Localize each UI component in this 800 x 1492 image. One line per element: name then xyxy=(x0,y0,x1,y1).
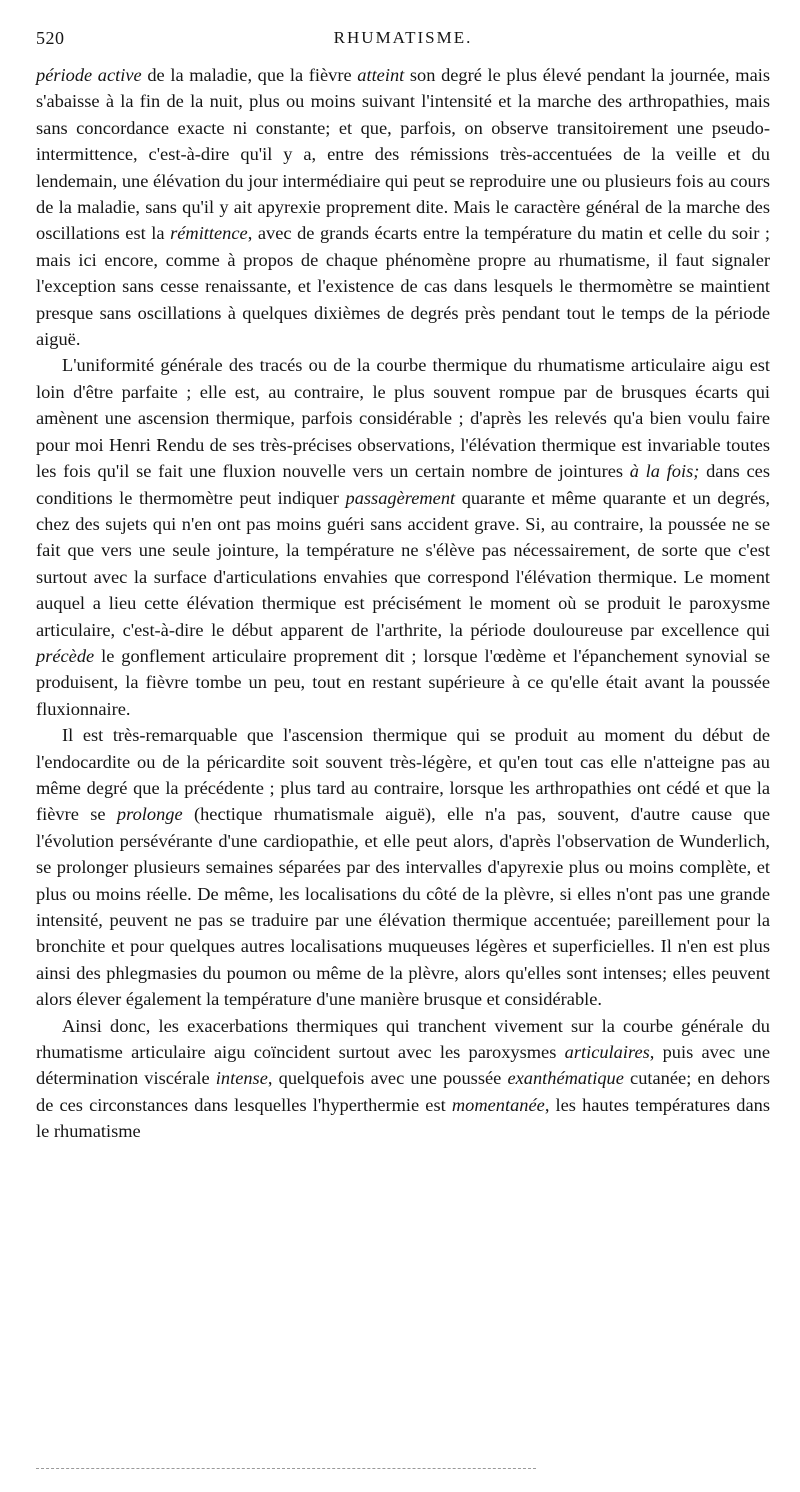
page-header xyxy=(36,28,770,52)
text-segment: Il est très-remarquable que l'ascension thermique qui se produit au moment du début de l'endocardite ou de la péricardite soit souvent très-légère, et qu'en tout cas elle n'atteigne pas au même degré que la précédente ; plus tard au contraire, lorsque les arthropathies ont cédé et que la fièvre se xyxy=(36,725,770,825)
text-segment: de la maladie, que la fièvre xyxy=(141,65,358,85)
italic-text-segment: précède xyxy=(36,645,95,666)
text-segment: dans ces conditions le thermomètre peut indiquer xyxy=(36,461,770,508)
italic-text-segment: prolonge xyxy=(116,804,183,825)
text-segment: , les hautes températures dans le rhumatisme xyxy=(36,1094,770,1142)
footer-dotted-rule xyxy=(36,1468,536,1469)
body-text xyxy=(36,62,770,1145)
italic-text-segment: à la fois; xyxy=(629,461,700,482)
text-segment: , quelquefois avec une poussée xyxy=(267,1068,508,1089)
paragraph-4 xyxy=(36,1013,770,1145)
paragraph-2 xyxy=(36,352,770,722)
italic-text-segment: intense xyxy=(215,1068,268,1089)
text-segment: , puis avec une détermination viscérale xyxy=(36,1042,770,1089)
italic-text-segment: atteint xyxy=(357,65,405,85)
paragraph-3 xyxy=(36,722,770,1012)
text-segment: cutanée; en dehors de ces circonstances dans lesquelles l'hyperthermie est xyxy=(36,1068,770,1115)
italic-text-segment: période active xyxy=(36,65,142,85)
text-segment: quarante et même quarante et un degrés, chez des sujets qui n'en ont pas moins guéri sans accident grave. Si, au contraire, la poussée ne se fait que vers une seule jointure, la température ne s'élève pas nécessairement, de sorte que c'est surtout avec la surface d'articulations envahies que correspond l'élévation thermique. Le moment auquel a lieu cette élévation thermique est précisément le moment où se produit le paroxysme articulaire, c'est-à-dire le début apparent de l'arthrite, la période douloureuse par excellence qui xyxy=(36,487,771,640)
italic-text-segment: rémittence xyxy=(170,223,248,244)
paragraph-1 xyxy=(36,62,770,352)
text-segment: , avec de grands écarts entre la température du matin et celle du soir ; mais ici encore, comme à propos de chaque phénomène propre au rhumatisme, il faut signaler l'exception sans cesse renaissante, et l'existence de cas dans lesquels le thermomètre se maintient presque sans oscillations à quelques dixièmes de degrés près pendant tout le temps de la période aiguë. xyxy=(36,223,770,350)
text-segment: L'uniformité générale des tracés ou de la courbe thermique du rhumatisme articulaire aigu est loin d'être parfaite ; elle est, au contraire, le plus souvent rompue par de brusques écarts qui amènent une ascension thermique, parfois considérable ; d'après les relevés qu'a bien voulu faire pour moi Henri Rendu de ses très-précises observations, l'élévation thermique est invariable toutes les fois qu'il se fait une fluxion nouvelle vers un certain nombre de jointures xyxy=(36,355,770,482)
italic-text-segment: exanthématique xyxy=(507,1068,624,1089)
italic-text-segment: articulaires xyxy=(564,1042,650,1063)
page-number: 520 xyxy=(36,28,65,48)
italic-text-segment: passagèrement xyxy=(345,487,456,508)
text-segment: son degré le plus élevé pendant la journée, mais s'abaisse à la fin de la nuit, plus ou moins suivant l'intensité et la marche des arthropathies, mais sans concordance exacte ni constante; et que, parfois, on observe transitoirement une pseudo-intermittence, c'est-à-dire qu'il y a, entre des rémissions très-accentuées de la veille et du lendemain, une élévation du jour intermédiaire qui peut se reproduire une ou plusieurs fois au cours de la maladie, sans qu'il y ait apyrexie proprement dite. Mais le caractère général de la marche des oscillations est la xyxy=(36,65,770,244)
text-segment: le gonflement articulaire proprement dit ; lorsque l'œdème et l'épanchement synovial se produisent, la fièvre tombe un peu, tout en restant supérieure à ce qu'elle était avant la poussée fluxionnaire. xyxy=(36,645,770,719)
text-segment: Ainsi donc, les exacerbations thermiques qui tranchent vivement sur la courbe générale du rhumatisme articulaire aigu coïncident surtout avec les paroxysmes xyxy=(36,1015,770,1063)
text-segment: (hectique rhumatismale aiguë), elle n'a pas, souvent, d'autre cause que l'évolution persévérante d'une cardiopathie, et elle peut alors, d'après l'observation de Wunderlich, se prolonger plusieurs semaines séparées par des intervalles d'apyrexie plus ou moins complète, et plus ou moins réelle. De même, les localisations du côté de la plèvre, si elles n'ont pas une grande intensité, peuvent ne pas se traduire par une élévation thermique accentuée; pareillement pour la bronchite et pour quelques autres localisations muqueuses légères et superficielles. Il n'en est plus ainsi des phlegmasies du poumon ou même de la plèvre, alors qu'elles sont intenses; elles peuvent alors élever également la température d'une manière brusque et considérable. xyxy=(36,804,770,1010)
running-title: RHUMATISME. xyxy=(333,28,473,47)
italic-text-segment: momentanée xyxy=(451,1094,545,1115)
